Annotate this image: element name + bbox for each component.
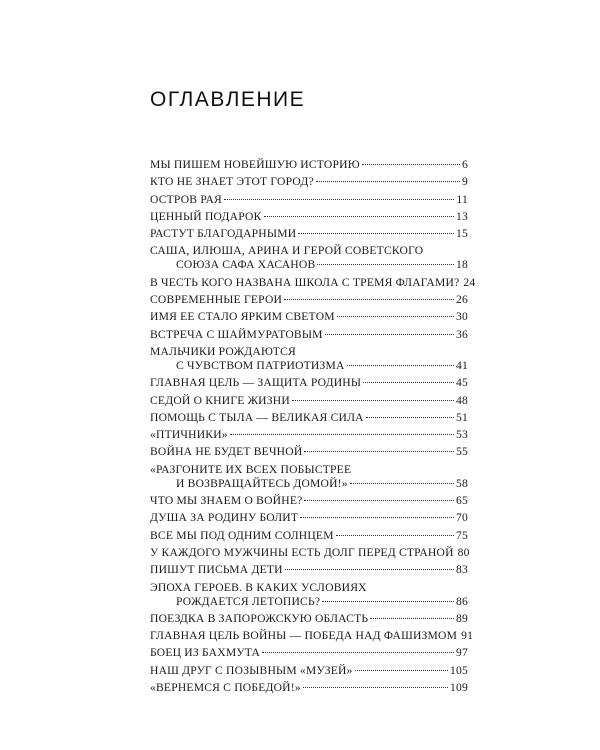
toc-page-number: 11 [456,192,468,206]
toc-entry [150,175,468,189]
toc-entry-title-line: САША, ИЛЮША, АРИНА И ГЕРОЙ СОВЕТСКОГО [150,244,424,258]
toc-entry [150,244,468,272]
toc-entry-title: У КАЖДОГО МУЖЧИНЫ ЕСТЬ ДОЛГ ПЕРЕД СТРАНОЙ [150,545,454,559]
dot-leader [292,399,454,401]
dot-leader [316,180,460,182]
toc-entry [150,529,468,543]
toc-page-number: 6 [462,158,468,171]
page-title: ОГЛАВЛЕНИЕ [150,88,306,111]
toc-entry-title: СЕДОЙ О КНИГЕ ЖИЗНИ [150,393,290,407]
toc-entry-title: ГЛАВНАЯ ЦЕЛЬ ВОЙНЫ — ПОБЕДА НАД ФАШИЗМОМ [150,629,458,643]
toc-entry [150,158,468,172]
toc-entry-title: ЦЕННЫЙ ПОДАРОК [150,209,262,223]
toc-entry [150,293,468,307]
toc-entry [150,193,468,207]
dot-leader [350,482,454,484]
toc-page-number: 13 [456,209,468,223]
toc-entry-title: НАШ ДРУГ С ПОЗЫВНЫМ «МУЗЕЙ» [150,663,353,677]
dot-leader [337,315,454,317]
toc-entry [150,394,468,408]
dot-leader [298,232,454,234]
toc-entry-title: БОЕЦ ИЗ БАХМУТА [150,646,261,660]
toc-entry-title: «ПТИЧНИКИ» [150,428,228,442]
table-of-contents [150,158,476,698]
dot-leader [262,651,454,653]
toc-page-number: 26 [456,293,468,307]
toc-entry [150,612,468,626]
dot-leader [224,198,454,200]
dot-leader [317,263,454,265]
toc-entry [150,210,468,224]
toc-page-number: 45 [456,376,468,390]
toc-entry-title: ВОЙНА НЕ БУДЕТ ВЕЧНОЙ [150,445,303,459]
toc-page-number: 48 [456,393,468,407]
dot-leader [304,450,454,452]
toc-entry-title: КТО НЕ ЗНАЕТ ЭТОТ ГОРОД? [150,175,314,189]
toc-entry-title: С ЧУВСТВОМ ПАТРИОТИЗМА [176,358,345,372]
toc-entry [150,428,468,442]
toc-entry [150,310,468,324]
toc-entry-title: ГЛАВНАЯ ЦЕЛЬ — ЗАЩИТА РОДИНЫ [150,376,362,390]
toc-entry [150,376,468,390]
toc-entry-title: ПОЕЗДКА В ЗАПОРОЖСКУЮ ОБЛАСТЬ [150,611,369,625]
dot-leader [363,381,454,383]
toc-entry [150,411,468,425]
toc-page-number: 97 [456,646,468,660]
toc-page-number: 86 [456,594,468,608]
toc-page-number: 18 [456,258,468,272]
toc-page-number: 89 [456,611,468,625]
dot-leader [300,516,454,518]
dot-leader [264,215,454,217]
toc-page-number: 75 [456,528,468,542]
dot-leader [285,568,454,570]
toc-entry-title: РОЖДАЕТСЯ ЛЕТОПИСЬ? [176,594,321,608]
toc-entry [150,445,468,459]
dot-leader [304,499,454,501]
toc-entry [150,463,468,491]
dot-leader [303,686,448,688]
toc-entry [150,494,468,508]
toc-entry-title: В ЧЕСТЬ КОГО НАЗВАНА ШКОЛА С ТРЕМЯ ФЛАГАМИ? [150,275,460,289]
toc-page-number: 83 [456,563,468,577]
dot-leader [347,364,454,366]
toc-entry [150,275,476,290]
toc-page-number: 80 [457,545,470,559]
toc-entry-title: ПОМОЩЬ С ТЫЛА — ВЕЛИКАЯ СИЛА [150,410,364,424]
toc-page-number: 53 [456,428,468,442]
dot-leader [355,669,448,671]
toc-page-number: 41 [456,358,468,372]
toc-entry-title-line: ЭПОХА ГЕРОЕВ. В КАКИХ УСЛОВИЯХ [150,580,367,594]
toc-entry-title: ВСЕ МЫ ПОД ОДНИМ СОЛНЦЕМ [150,528,334,542]
toc-page-number: 65 [456,494,468,508]
toc-entry [150,546,468,560]
toc-page-number: 70 [456,511,468,525]
dot-leader [362,163,460,165]
toc-entry-title: ВСТРЕЧА С ШАЙМУРАТОВЫМ [150,327,323,341]
toc-page-number: 91 [461,629,474,643]
toc-entry-title: ОСТРОВ РАЯ [150,192,222,206]
dot-leader [322,600,454,602]
toc-page-number: 9 [462,175,468,189]
toc-entry-title: РАСТУТ БЛАГОДАРНЫМИ [150,227,297,241]
toc-entry [150,345,468,373]
toc-entry [150,664,468,678]
dot-leader [366,416,454,418]
toc-entry-title: ЧТО МЫ ЗНАЕМ О ВОЙНЕ? [150,494,303,508]
toc-entry [150,563,468,577]
toc-page-number: 36 [456,327,468,341]
dot-leader [284,298,454,300]
dot-leader [336,534,454,536]
toc-page-number: 51 [456,410,468,424]
toc-entry [150,511,468,525]
toc-entry [150,629,474,643]
toc-page-number: 55 [456,445,468,459]
toc-entry [150,581,468,609]
toc-entry-title: ИМЯ ЕЕ СТАЛО ЯРКИМ СВЕТОМ [150,310,335,324]
toc-entry-title: СОВРЕМЕННЫЕ ГЕРОИ [150,293,283,307]
toc-entry [150,681,468,695]
toc-entry [150,328,468,342]
toc-entry-title: СОЮЗА САФА ХАСАНОВ [176,258,316,272]
toc-entry-title-line: «РАЗГОНИТЕ ИХ ВСЕХ ПОБЫСТРЕЕ [150,462,352,476]
dot-leader [370,617,454,619]
toc-entry-title: МЫ ПИШЕМ НОВЕЙШУЮ ИСТОРИЮ [150,158,360,171]
toc-entry-title: ДУША ЗА РОДИНУ БОЛИТ [150,511,299,525]
toc-entry [150,646,468,660]
toc-page-number: 15 [456,227,468,241]
dot-leader [230,433,454,435]
toc-entry [150,227,468,241]
toc-page-number: 58 [456,476,468,490]
toc-entry-title: ПИШУТ ПИСЬМА ДЕТИ [150,563,283,577]
toc-entry-title: «ВЕРНЕМСЯ С ПОБЕДОЙ!» [150,681,301,695]
toc-page-number: 109 [450,681,468,695]
toc-page-number: 30 [456,310,468,324]
toc-page-number: 105 [450,663,468,677]
toc-entry-title: И ВОЗВРАЩАЙТЕСЬ ДОМОЙ!» [176,476,348,490]
toc-entry-title-line: МАЛЬЧИКИ РОЖДАЮТСЯ [150,344,296,358]
toc-page-number: 24 [463,275,476,289]
dot-leader [325,333,454,335]
